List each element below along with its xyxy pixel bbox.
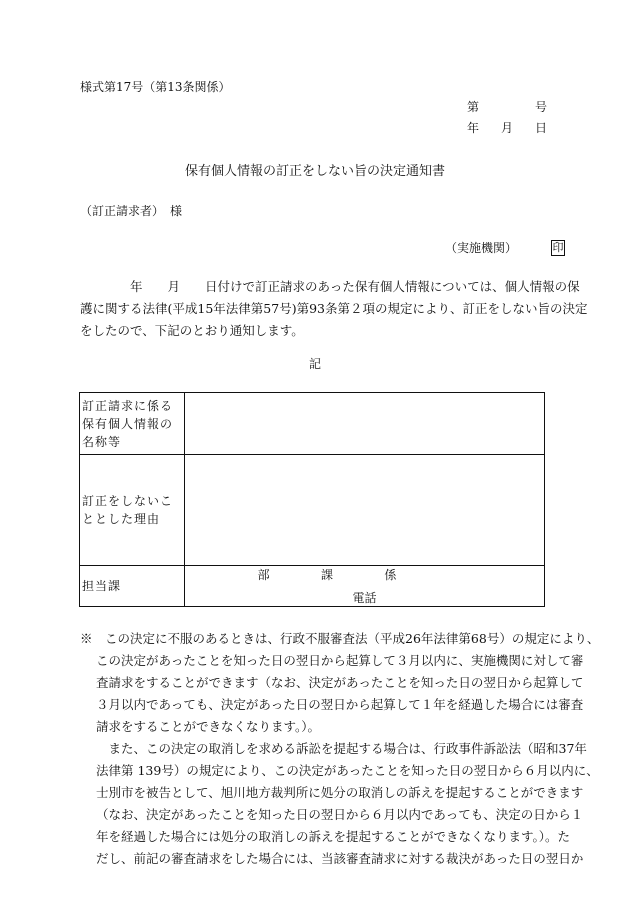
body-line: 年 月 日付けで訂正請求のあった保有個人情報については、個人情報の保 <box>80 279 580 294</box>
section-label: 課 <box>320 568 333 582</box>
info-name-cell <box>185 393 545 455</box>
department-cell <box>185 566 545 607</box>
note-line: 請求をすることができなくなります。）。 <box>96 719 321 734</box>
form-id: 様式第17号（第13条関係） <box>80 80 231 94</box>
date-year: 年 <box>467 121 480 135</box>
note-line: 法律第 139号）の規定により、この決定があったことを知った日の翌日から６月以内に、 <box>96 763 599 778</box>
note-line: 査請求をすることができます（なお、決定があったことを知った日の翌日から起算して <box>96 675 584 690</box>
department-line <box>232 566 422 583</box>
issuer-label: （実施機関） <box>445 241 518 255</box>
document-number <box>467 101 547 113</box>
row-label-reason: 訂正をしないこととした理由 <box>80 455 185 566</box>
table-row <box>80 393 545 455</box>
note-line: 年を経過した場合には処分の取消しの訴えを提起することができなくなります。）。た <box>96 829 571 844</box>
doc-number-prefix: 第 <box>467 100 480 114</box>
table-row <box>80 455 545 566</box>
decision-table <box>79 392 545 607</box>
ki-heading: 記 <box>308 357 321 371</box>
note-line: （なお、決定があったことを知った日の翌日から６月以内であっても、決定の日から１ <box>96 807 584 822</box>
note-line: ３月以内であっても、決定があった日の翌日から起算して１年を経過した場合には審査 <box>96 697 584 712</box>
note-line: 士別市を被告として、旭川地方裁判所に処分の取消しの訴えを提起することができます <box>96 785 584 800</box>
issuer <box>445 240 565 256</box>
seal-mark: 印 <box>552 241 564 254</box>
appeal-note <box>80 628 600 870</box>
document-title: 保有個人情報の訂正をしない旨の決定通知書 <box>184 164 445 179</box>
document-date <box>467 122 547 134</box>
body-line: 護に関する法律(平成15年法律第57号)第93条第２項の規定により、訂正をしない旨の決定 <box>80 301 588 316</box>
note-line: また、この決定の取消しを求める訴訟を提起する場合は、行政事件訴訟法（昭和37年 <box>96 741 587 756</box>
note-line: ※ この決定に不服のあるときは、行政不服審査法（平成26年法律第68号）の規定により、 <box>80 631 600 646</box>
addressee: （訂正請求者） 様 <box>80 204 183 218</box>
reason-cell <box>185 455 545 566</box>
dept-label: 部 <box>257 568 270 582</box>
note-line: この決定があったことを知った日の翌日から起算して３月以内に、実施機関に対して審 <box>96 653 584 668</box>
doc-number-suffix: 号 <box>534 100 547 114</box>
unit-label: 係 <box>384 568 397 582</box>
row-label-department: 担当課 <box>80 566 185 607</box>
body-line: をしたので、下記のとおり通知します。 <box>80 323 304 338</box>
table-row <box>80 566 545 607</box>
notice-body <box>80 276 588 342</box>
note-line: だし、前記の審査請求をした場合には、当該審査請求に対する裁決があった日の翌日か <box>96 851 584 866</box>
date-day: 日 <box>534 121 547 135</box>
tel-label: 電話 <box>352 591 377 605</box>
date-month: 月 <box>500 121 513 135</box>
row-label-info-name: 訂正請求に係る保有個人情報の名称等 <box>80 393 185 455</box>
